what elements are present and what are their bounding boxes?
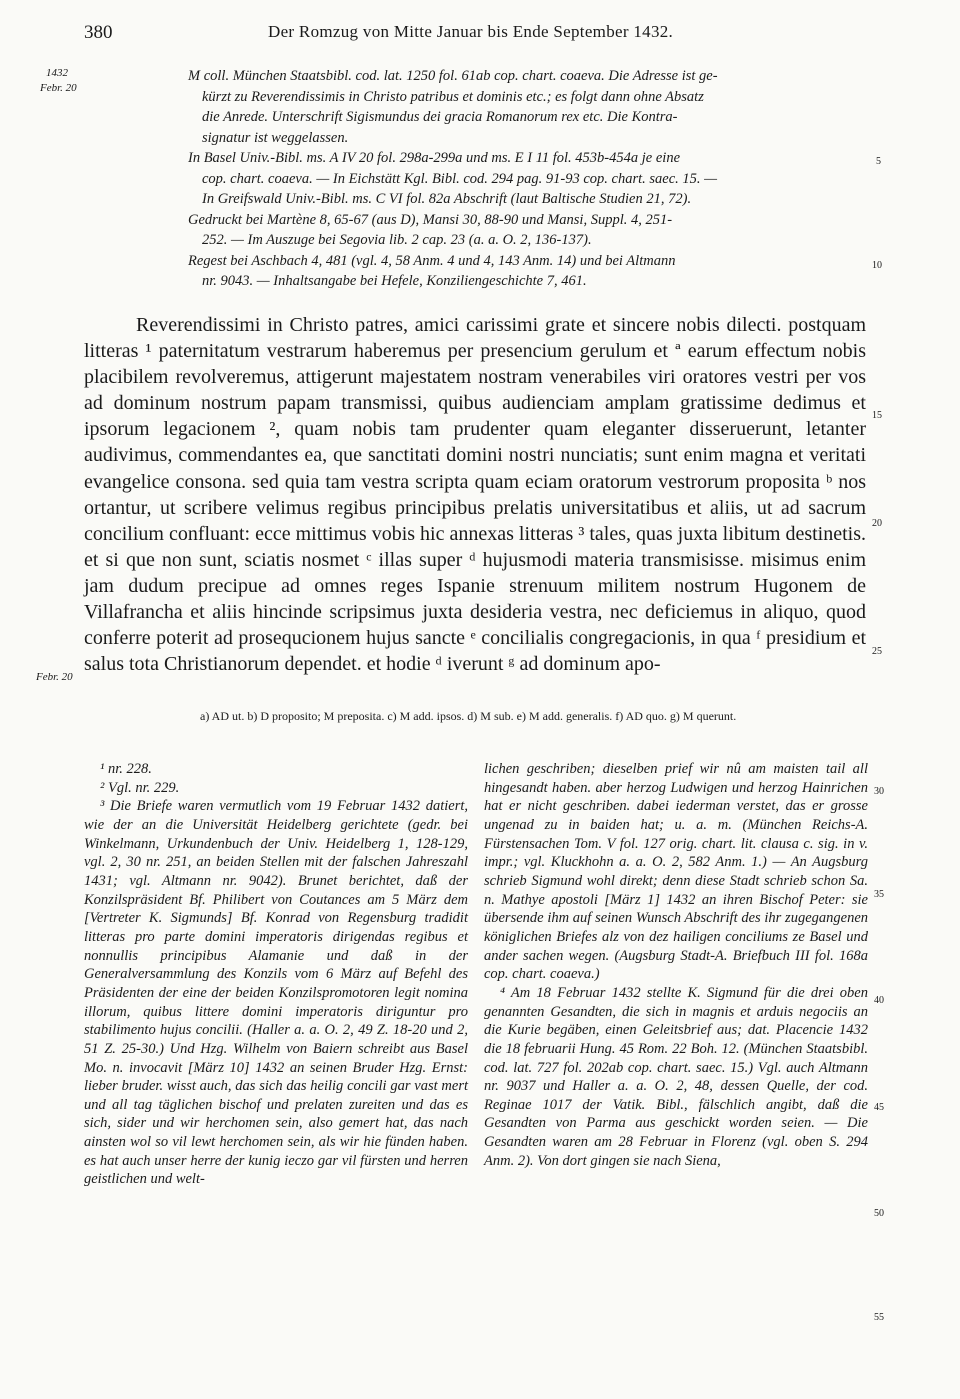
biblio-line: In Basel Univ.-Bibl. ms. A IV 20 fol. 298a-299a und ms. E I 11 fol. 453b-454a je eine bbox=[188, 150, 681, 166]
footnote-2: ² Vgl. nr. 229. bbox=[100, 779, 180, 796]
margin-year: 1432 bbox=[46, 67, 68, 79]
line-number: 50 bbox=[874, 1208, 884, 1219]
biblio-line: Regest bei Aschbach 4, 481 (vgl. 4, 58 Anm. 4 und 4, 143 Anm. 14) und bei Altmann bbox=[188, 252, 676, 269]
line-number: 10 bbox=[872, 260, 882, 271]
line-number: 30 bbox=[874, 786, 884, 797]
biblio-line: 252. — Im Auszuge bei Segovia lib. 2 cap. 23 (a. a. O. 2, 136-137). bbox=[202, 232, 592, 248]
line-number: 20 bbox=[872, 518, 882, 529]
line-number: 55 bbox=[874, 1312, 884, 1323]
page-number: 380 bbox=[84, 22, 113, 43]
line-number: 25 bbox=[872, 646, 882, 657]
biblio-line: cop. chart. coaeva. — In Eichstätt Kgl. Bibl. cod. 294 pag. 91-93 cop. chart. saec. 15. — bbox=[202, 170, 718, 187]
margin-date-body: Febr. 20 bbox=[36, 671, 73, 683]
line-number: 40 bbox=[874, 995, 884, 1006]
biblio-line: M coll. München Staatsbibl. cod. lat. 1250 fol. 61ab cop. chart. coaeva. Die Adresse ist ge- bbox=[188, 68, 718, 84]
line-number: 5 bbox=[876, 156, 881, 167]
biblio-line: signatur ist weggelassen. bbox=[202, 129, 349, 146]
biblio-line: Gedruckt bei Martène 8, 65-67 (aus D), Mansi 30, 88-90 und Mansi, Suppl. 4, 251- bbox=[188, 211, 673, 228]
running-title: Der Romzug von Mitte Januar bis Ende September 1432. bbox=[268, 22, 674, 41]
footnotes-left-column bbox=[84, 760, 468, 1189]
biblio-line: kürzt zu Reverendissimis in Christo patribus et dominis etc.; es folgt dann ohne Absatz bbox=[202, 88, 704, 105]
footnote-4: ⁴ Am 18 Februar 1432 stellte K. Sigmund für die drei oben genannten Gesandten, die sich in magnis et arduis negociis an die Kurie begäben, einen Geleitsbrief aus; dat. Placencie 1432 die 18 februarii Hung. 45 Rom. 22 Boh. 12. (München Staatsbibl. cod. lat. 727 fol. 202ab cop. chart. saec. 15.) Vgl. auch Altmann nr. 9037 und Haller a. a. O. 2, 48, dessen Quelle, der cod. Reginae 1017 der Vatik. Bibl., fälschlich angibt, daß die Gesandten von Parma aus geschickt worden seien. — Die Gesandten waren am 28 Februar in Florenz (vgl. oben S. 294 Anm. 2). Von dort gingen sie nach Siena, bbox=[484, 984, 868, 1169]
line-number: 15 bbox=[872, 410, 882, 421]
bibliography-block bbox=[188, 66, 868, 292]
footnote-3-continued: lichen geschriben; dieselben prief wir nû am maisten tail all hingesandt haben. aber herzog Ludwigen und herzog Hainrichen hat er nicht geschriben. dabei iederman verstet, das er grosse ungenad zu in baiden hat; u. a. m. (München Reichs-A. Fürstensachen Tom. V fol. 127 orig. chart. lit. clausa c. sig. in v. impr.; vgl. Kluckhohn a. a. O. 2, 582 Anm. 1.) — An Augsburg schrieb Sigmund wohl direkt; denn diese Stadt schrieb schon Sa. n. Mathye apostoli [März 1] 1432 an ihren Bischof Peter: sie übersende ihm auf seinen Wunsch Abschrift des ihr zugegangenen königlichen Briefes alz von dez hailigen conciliums ze Basel und ander sachen wegen. (Augsburg Stadt-A. Briefbuch III fol. 168a cop. chart. coaeva.) bbox=[484, 761, 868, 983]
biblio-line: In Greifswald Univ.-Bibl. ms. C VI fol. 82a Abschrift (laut Baltische Studien 21, 72). bbox=[202, 191, 692, 207]
footnote-1: ¹ nr. 228. bbox=[100, 761, 152, 777]
biblio-line: die Anrede. Unterschrift Sigismundus dei gracia Romanorum rex etc. Die Kontra- bbox=[202, 109, 678, 125]
biblio-line: nr. 9043. — Inhaltsangabe bei Hefele, Konziliengeschichte 7, 461. bbox=[202, 273, 587, 289]
critical-apparatus: a) AD ut. b) D proposito; M preposita. c) M add. ipsos. d) M sub. e) M add. generalis. f) AD quo. g) M querunt. bbox=[200, 709, 737, 723]
main-text bbox=[84, 312, 866, 677]
line-number: 35 bbox=[874, 889, 884, 900]
line-number: 45 bbox=[874, 1102, 884, 1113]
footnote-3: ³ Die Briefe waren vermutlich vom 19 Februar 1432 datiert, wie der an die Universität Heidelberg gerichtete (gedr. bei Winkelmann, Urkundenbuch der Univ. Heidelberg 1, 128-129, vgl. 2, 30 nr. 251, an beiden Stellen mit der falschen Jahreszahl 1431; vgl. Altmann nr. 9042). Brunet berichtet, daß der Konzilspräsident Bf. Philibert von Coutances am 5 März dem [Vertreter K. Sigmunds] Bf. Konrad von Regensburg tradidit litteras pro parte domini imperatoris dirigendas regibus et nonnullis principibus Alamanie und daß in der Generalversammlung des Konzils vom 6 März auf Befehl des Präsidenten der eine der beiden Konzilspromotoren legit nomina illorum, quibus littere domini imperatoris diriguntur pro stabilimento hujus concilii. (Haller a. a. O. 2, 49 Z. 18-20 und 2, 51 Z. 25-30.) Und Hzg. Wilhelm von Baiern schreibt aus Basel Mo. n. invocavit [März 10] 1432 an seinen Bruder Hzg. Ernst: lieber bruder. wisst auch, das sich das heilig concili gar vast mert und all tag täglichen bischof und prelaten zureiten und das es sich, sider und wir herchomen sein, also gemert hat, das nach ainsten wol so vil lewt herchomen sein, als wir hie fünden haben. es hat auch unser herre der kunig ieczo gar vil fürsten und herren geistlichen und welt- bbox=[84, 798, 468, 1188]
footnotes-right-column bbox=[484, 760, 868, 1170]
margin-date: Febr. 20 bbox=[40, 82, 77, 94]
letter-body: Reverendissimi in Christo patres, amici carissimi grate et sincere nobis dilecti. postquam litteras ¹ paternitatum vestrarum haberemus per presencium gerulum et ª earum effectum nobis placibilem revolveremus, attigerunt majestatem nostram venerabiles viri oratores vestri per vos ad dominum nostrum papam transmissi, quibus audienciam amplam gratissime dedimus et ipsorum legacionem ², quam nobis tam prudenter quam eleganter disseruerunt, letanter audivimus, commendantes ea, que sanctitati domini nostri nunciatis; sunt enim magna et veritati evangelice consona. sed quia tam vestra scripta quam eciam oratorum vestrorum proposita ᵇ nos ortantur, ut scribere velimus regibus principibus prelatis universitatibus et aliis, ut ad sacrum concilium confluant: ecce mittimus vobis hic annexas litteras ³ tales, quas juxta libitum destinetis. et si que non sunt, sciatis nosmet ᶜ illas super ᵈ hujusmodi materia transmisisse. misimus enim jam dudum precipue ad omnes reges Ispanie strenuum militem nostrum Hugonem de Villafrancha et aliis hincinde scripsimus juxta desideria vestra, nec deficiemus in aliquo, quod conferre poterit ad prosequcionem hujus sancte ᵉ concilialis congregacionis, in qua ᶠ presidium et salus tota Christianorum dependet. et hodie ᵈ iverunt ᵍ ad dominum apo- bbox=[84, 314, 866, 676]
